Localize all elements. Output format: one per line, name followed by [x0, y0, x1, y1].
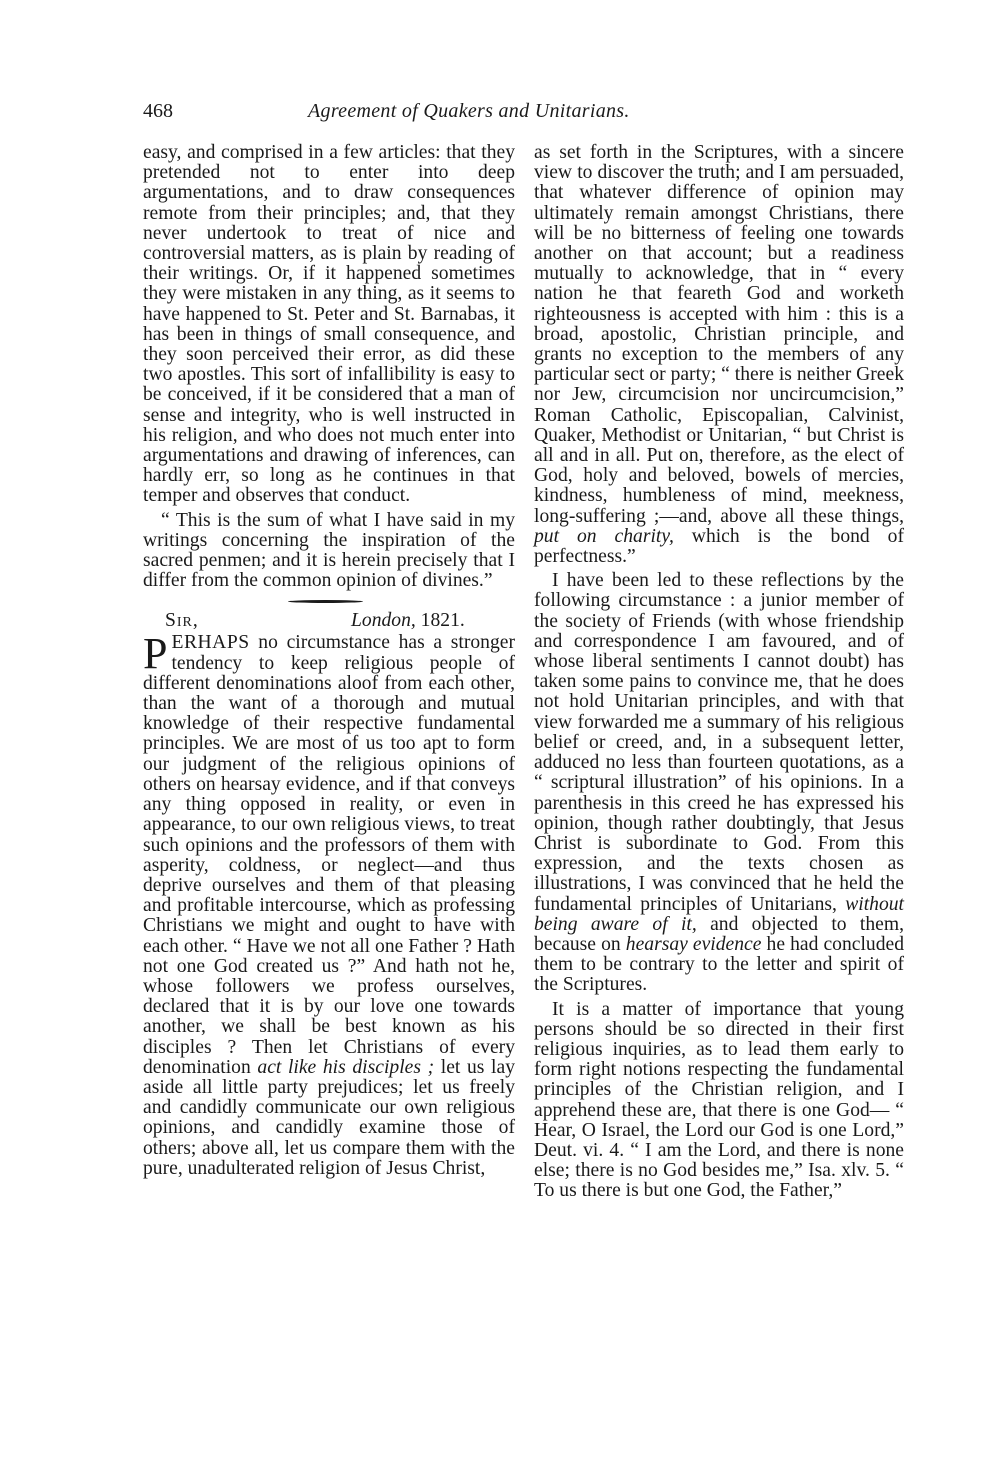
right-p2-text-3: he had concluded them to be contrary to the letter and spirit of the Scriptures.: [534, 933, 904, 996]
right-p2-italic-1: without being aware of it,: [534, 893, 904, 935]
left-paragraph-1: easy, and comprised in a few articles: that they pretended not to enter into deep argumentations, and to draw consequences remote from their principles; and, that they never undertook to treat of nice and controversial matters, as is plain by reading of their writings. Or, if it happened sometimes they were mistaken in any thing, as it seems to have happened to St. Peter and St. Barnabas, it has been in things of small consequence, and they soon perceived their error, as did these two apostles. This sort of infallibility is easy to be conceived, if it be considered that a man of sense and integrity, who is well instructed in his religion, and who does not much enter into argumentations and drawing of inferences, can hardly err, so long as he continues in that temper and observes that conduct.: [143, 142, 515, 507]
left-column: [143, 143, 515, 1179]
right-p1-text-1: as set forth in the Scriptures, with a sincere view to discover the truth; and I am persuaded, that whatever difference of opinion may ultimately remain amongst Christians, there will be no bitterness of feeling one towards another on that account; but a readiness mutually to acknowledge, that in “ every nation he that feareth God and worketh righteousness is accepted with him : this is a broad, apostolic, Christian principle, and grants no exception to the members of any particular sect or party; “ there is neither Greek nor Jew, circumcision nor uncircumcision,” Roman Catholic, Episcopalian, Calvinist, Quaker, Methodist or Unitarian, “ but Christ is all and in all. Put on, therefore, as the elect of God, holy and beloved, bowels of mercies, kindness, humbleness of mind, meekness, long-suffering ;—and, above all these things,: [534, 142, 904, 527]
right-p2-italic-2: hearsay evidence: [625, 933, 762, 955]
left-p3-italic: act like his disciples ;: [257, 1056, 435, 1078]
drop-cap: P: [143, 629, 168, 679]
right-paragraph-1: [534, 143, 904, 567]
right-p1-text-2: which is the bond of perfectness.”: [534, 525, 904, 568]
running-title: Agreement of Quakers and Unitarians.: [308, 100, 630, 122]
dateline-year: 1821.: [415, 610, 465, 632]
left-paragraph-3: [143, 629, 515, 1179]
dateline: [351, 611, 465, 631]
left-p3-text-1: no circumstance has a stronger tendency to keep religious people of different denominations aloof from each other, than the want of a thorough and mutual knowledge of their respective fundamental principles. We are most of us too apt to form our judgment of the religious opinions of others on hearsay evidence, and if that conveys any thing opposed in reality, or even in appearance, to our own religious views, to treat such opinions and the professors of them with asperity, coldness, or neglect—and thus deprive ourselves and them of that pleasing and profitable intercourse, which as professing Christians we might and ought to have with each other. “ Have we not all one Father ? Hath not one God created us ?” And hath not he, whose followers we profess ourselves, declared that it is by our love one towards another, we shall be best known as his disciples ? Then let Christians of every denomination: [143, 632, 515, 1078]
right-paragraph-2: [534, 571, 904, 995]
right-p2-text-2: and objected to them, because on: [534, 913, 904, 955]
left-p3-text-2: let us lay aside all little party prejudices; let us freely and candidly communicate our own religious opinions, and candidly examine those of others; above all, let us compare them with the pure, unadulterated religion of Jesus Christ,: [143, 1056, 515, 1179]
left-paragraph-2: “ This is the sum of what I have said in my writings concerning the inspiration of the sacred penmen; and it is herein precisely that I differ from the common opinion of divines.”: [143, 509, 515, 592]
letter-heading: [143, 611, 515, 633]
right-p1-italic: put on charity,: [534, 525, 674, 547]
opening-caps: ERHAPS: [171, 632, 250, 654]
section-divider: [143, 595, 515, 609]
dateline-place: London,: [351, 610, 416, 632]
page-header: [143, 100, 903, 130]
right-paragraph-3: It is a matter of importance that young persons should be so directed in their first religious inquiries, as to lead them early to form right notions respecting the fundamental principles of the Christian religion, and I apprehend these are, that there is one God— “ Hear, O Israel, the Lord our God is one Lord,” Deut. vi. 4. “ I am the Lord, and there is none else; there is no God besides me,” Isa. xlv. 5. “ To us there is but one God, the Father,”: [534, 998, 904, 1202]
salutation: Sir,: [165, 610, 199, 632]
right-column: [534, 143, 904, 1202]
right-p2-text-1: I have been led to these reflections by the following circumstance : a junior member of the society of Friends (with whose friendship and correspondence I am favoured, and of whose liberal sentiments I cannot doubt) has taken some pains to convince me, that he does not hold Unitarian principles, and with that view forwarded me a summary of his religious belief or creed, and, in a subsequent letter, adduced no less than fourteen quotations, as a “ scriptural illustration” of his opinions. In a parenthesis in this creed he has expressed his opinion, though rather doubtingly, that Jesus Christ is subordinate to God. From this expression, and the texts chosen as illustrations, I was convinced that he held the fundamental principles of Unitarians,: [534, 570, 904, 915]
page-number: 468: [143, 100, 173, 122]
